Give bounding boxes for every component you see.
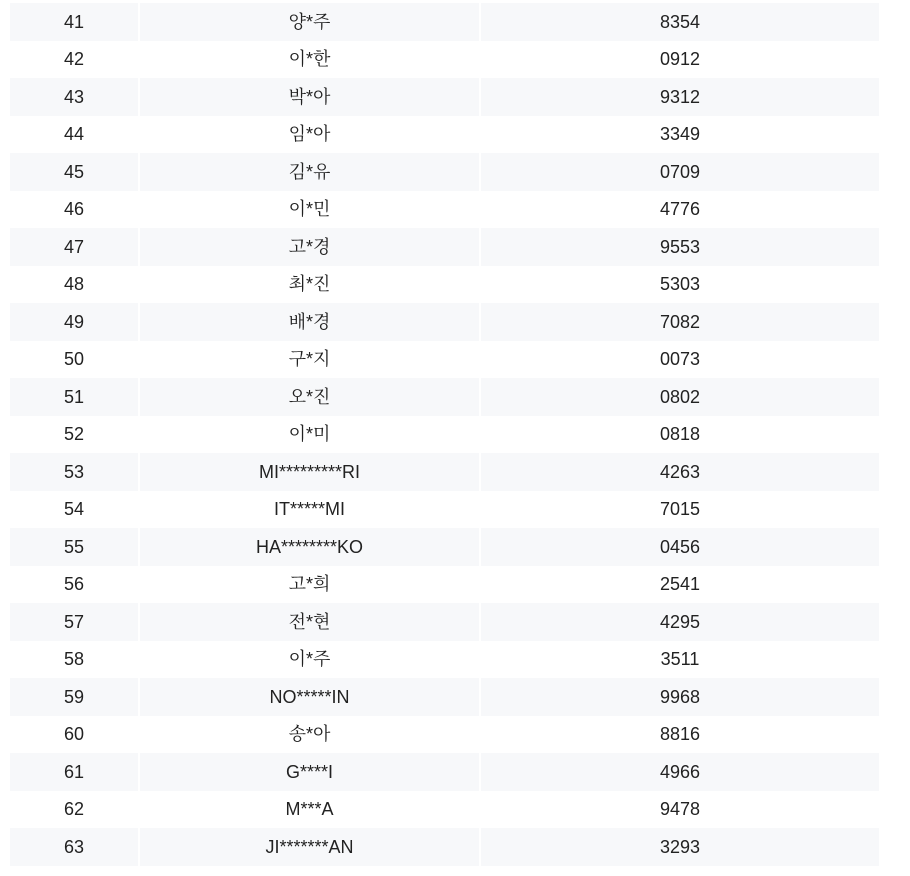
row-code: 4776 <box>481 191 879 229</box>
table-row <box>10 678 879 716</box>
row-code: 4966 <box>481 753 879 791</box>
row-name: 김*유 <box>140 153 479 191</box>
table-row <box>10 753 879 791</box>
row-code: 7015 <box>481 491 879 529</box>
row-number: 54 <box>10 491 138 529</box>
row-number: 44 <box>10 116 138 154</box>
row-code: 4263 <box>481 453 879 491</box>
row-number: 57 <box>10 603 138 641</box>
row-code: 0802 <box>481 378 879 416</box>
table-row <box>10 266 879 304</box>
row-name: 이*주 <box>140 641 479 679</box>
row-code: 9968 <box>481 678 879 716</box>
row-name: IT*****MI <box>140 491 479 529</box>
row-number: 52 <box>10 416 138 454</box>
row-name: JI*******AN <box>140 828 479 866</box>
row-code: 8816 <box>481 716 879 754</box>
row-number: 56 <box>10 566 138 604</box>
table-row <box>10 41 879 79</box>
table-row <box>10 716 879 754</box>
row-name: 최*진 <box>140 266 479 304</box>
table-row <box>10 603 879 641</box>
row-name: 양*주 <box>140 3 479 41</box>
row-name: 이*미 <box>140 416 479 454</box>
row-code: 5303 <box>481 266 879 304</box>
row-name: 고*희 <box>140 566 479 604</box>
row-name: 배*경 <box>140 303 479 341</box>
row-number: 45 <box>10 153 138 191</box>
row-name: G****I <box>140 753 479 791</box>
table-row <box>10 491 879 529</box>
row-number: 41 <box>10 3 138 41</box>
row-name: NO*****IN <box>140 678 479 716</box>
row-name: 고*경 <box>140 228 479 266</box>
table-row <box>10 303 879 341</box>
row-code: 0456 <box>481 528 879 566</box>
table-row <box>10 116 879 154</box>
table-row <box>10 791 879 829</box>
row-code: 3511 <box>481 641 879 679</box>
row-number: 62 <box>10 791 138 829</box>
row-number: 58 <box>10 641 138 679</box>
row-code: 0709 <box>481 153 879 191</box>
table-row <box>10 78 879 116</box>
row-number: 48 <box>10 266 138 304</box>
row-number: 43 <box>10 78 138 116</box>
row-number: 61 <box>10 753 138 791</box>
row-code: 0912 <box>481 41 879 79</box>
row-name: 이*민 <box>140 191 479 229</box>
table-row <box>10 416 879 454</box>
winners-table-body <box>10 3 879 866</box>
row-code: 8354 <box>481 3 879 41</box>
row-code: 4295 <box>481 603 879 641</box>
row-number: 47 <box>10 228 138 266</box>
table-row <box>10 528 879 566</box>
row-number: 55 <box>10 528 138 566</box>
table-row <box>10 453 879 491</box>
table-row <box>10 228 879 266</box>
table-row <box>10 641 879 679</box>
row-name: 임*아 <box>140 116 479 154</box>
table-row <box>10 191 879 229</box>
row-number: 53 <box>10 453 138 491</box>
table-row <box>10 828 879 866</box>
row-code: 0818 <box>481 416 879 454</box>
table-row <box>10 153 879 191</box>
row-name: 송*아 <box>140 716 479 754</box>
row-number: 51 <box>10 378 138 416</box>
row-name: 박*아 <box>140 78 479 116</box>
row-number: 50 <box>10 341 138 379</box>
row-code: 3293 <box>481 828 879 866</box>
table-row <box>10 341 879 379</box>
row-name: 전*현 <box>140 603 479 641</box>
row-code: 2541 <box>481 566 879 604</box>
row-code: 0073 <box>481 341 879 379</box>
table-row <box>10 378 879 416</box>
row-name: 구*지 <box>140 341 479 379</box>
row-name: M***A <box>140 791 479 829</box>
row-number: 59 <box>10 678 138 716</box>
winners-table <box>8 3 881 866</box>
row-code: 3349 <box>481 116 879 154</box>
row-code: 9553 <box>481 228 879 266</box>
row-code: 9478 <box>481 791 879 829</box>
row-name: 오*진 <box>140 378 479 416</box>
table-row <box>10 3 879 41</box>
row-code: 7082 <box>481 303 879 341</box>
row-number: 42 <box>10 41 138 79</box>
row-code: 9312 <box>481 78 879 116</box>
row-number: 49 <box>10 303 138 341</box>
row-number: 46 <box>10 191 138 229</box>
row-name: MI*********RI <box>140 453 479 491</box>
table-row <box>10 566 879 604</box>
row-name: 이*한 <box>140 41 479 79</box>
row-number: 63 <box>10 828 138 866</box>
row-name: HA********KO <box>140 528 479 566</box>
row-number: 60 <box>10 716 138 754</box>
